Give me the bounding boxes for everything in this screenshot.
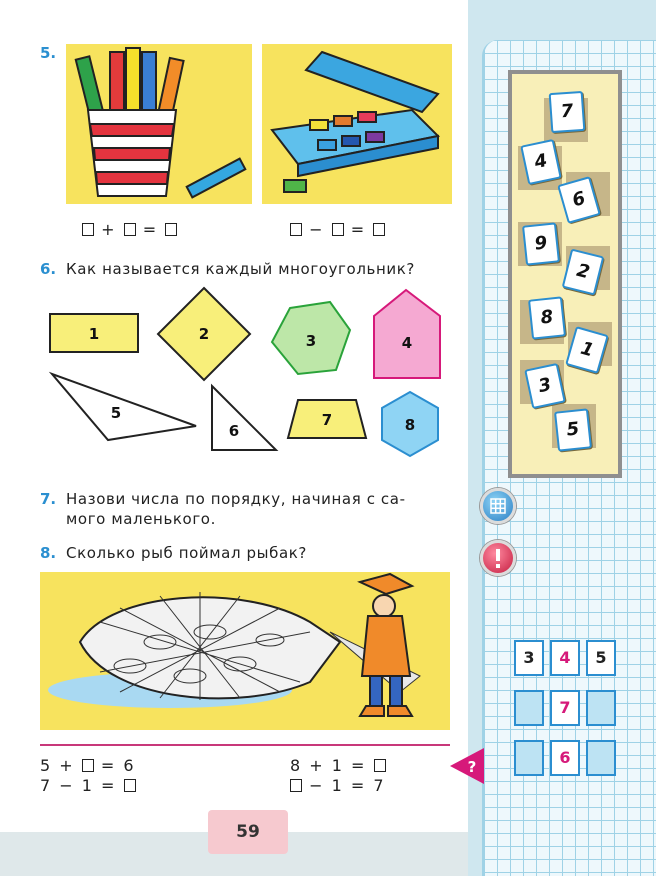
paint-box-picture (262, 44, 452, 204)
table-cell-empty[interactable] (514, 740, 544, 776)
equation-8-2 (40, 776, 136, 795)
question-icon: ? (467, 758, 477, 776)
equals-sign: = (142, 220, 159, 239)
fishing-net-icon (40, 572, 450, 730)
exercise-7-number: 7. (40, 490, 57, 508)
equation-text: 5 + (40, 756, 75, 775)
equation-text: = 6 (100, 756, 136, 775)
answer-box[interactable] (290, 779, 302, 792)
exercise-6-number: 6. (40, 260, 57, 278)
shape-label-7: 7 (321, 411, 333, 429)
equation-8-4 (290, 776, 386, 795)
answer-box[interactable] (373, 223, 385, 236)
grid-button[interactable] (480, 488, 516, 524)
polygon-6-right-triangle (212, 386, 276, 450)
table-cell-empty[interactable] (586, 690, 616, 726)
answer-box[interactable] (124, 779, 136, 792)
table-cell: 4 (550, 640, 580, 676)
section-divider (40, 744, 450, 746)
answer-box[interactable] (82, 759, 94, 772)
table-cell: 3 (514, 640, 544, 676)
polygon-5-triangle (52, 374, 196, 440)
exercise-8-number: 8. (40, 544, 57, 562)
fisherman-picture (40, 572, 450, 730)
shape-label-2: 2 (198, 325, 210, 343)
answer-box[interactable] (290, 223, 302, 236)
plus-sign: + (101, 220, 117, 239)
equation-8-3 (290, 756, 386, 775)
equals-sign: = (350, 220, 367, 239)
number-card-5[interactable]: 5 (554, 408, 592, 451)
table-cell: 7 (550, 690, 580, 726)
number-card-1[interactable]: 1 (565, 326, 609, 374)
table-cell-empty[interactable] (514, 690, 544, 726)
page-number: 59 (208, 810, 288, 854)
pencil-cup-picture (66, 44, 252, 204)
table-cell: 6 (550, 740, 580, 776)
answer-box[interactable] (124, 223, 136, 236)
equation-addition-blank (82, 220, 177, 239)
shape-label-3: 3 (305, 332, 317, 350)
help-marker[interactable] (448, 748, 484, 784)
shape-label-4: 4 (401, 334, 413, 352)
number-card-9[interactable]: 9 (522, 222, 560, 265)
number-card-7[interactable]: 7 (549, 91, 586, 133)
pencil-cup-icon (66, 44, 252, 204)
shape-label-8: 8 (404, 416, 416, 434)
shape-label-5: 5 (110, 404, 122, 422)
equation-text: 7 − 1 = (40, 776, 117, 795)
minus-sign: − (309, 220, 325, 239)
number-card-8[interactable]: 8 (528, 296, 566, 339)
paint-box-icon (262, 44, 452, 204)
equation-text: − 1 = 7 (309, 776, 386, 795)
exclamation-icon (483, 543, 513, 573)
number-card-6[interactable]: 6 (557, 176, 601, 224)
equation-text: 8 + 1 = (290, 756, 367, 775)
shape-label-1: 1 (88, 325, 100, 343)
equation-8-1 (40, 756, 136, 775)
number-card-2[interactable]: 2 (562, 248, 605, 295)
polygons-figure (0, 280, 468, 470)
answer-box[interactable] (165, 223, 177, 236)
attention-button[interactable] (480, 540, 516, 576)
exercise-8-question: Сколько рыб поймал рыбак? (66, 544, 307, 562)
shape-label-6: 6 (228, 422, 240, 440)
grid-icon (483, 491, 513, 521)
equation-subtraction-blank (290, 220, 385, 239)
number-card-4[interactable]: 4 (520, 139, 562, 185)
exercise-7-line-1: Назови числа по порядку, начиная с са- (66, 490, 406, 508)
table-cell: 5 (586, 640, 616, 676)
exercise-5-number: 5. (40, 44, 57, 62)
answer-box[interactable] (82, 223, 94, 236)
number-card-3[interactable]: 3 (524, 363, 566, 409)
exercise-7-line-2: мого маленького. (66, 510, 216, 528)
table-cell-empty[interactable] (586, 740, 616, 776)
exercise-6-question: Как называется каждый многоугольник? (66, 260, 415, 278)
answer-box[interactable] (374, 759, 386, 772)
answer-box[interactable] (332, 223, 344, 236)
